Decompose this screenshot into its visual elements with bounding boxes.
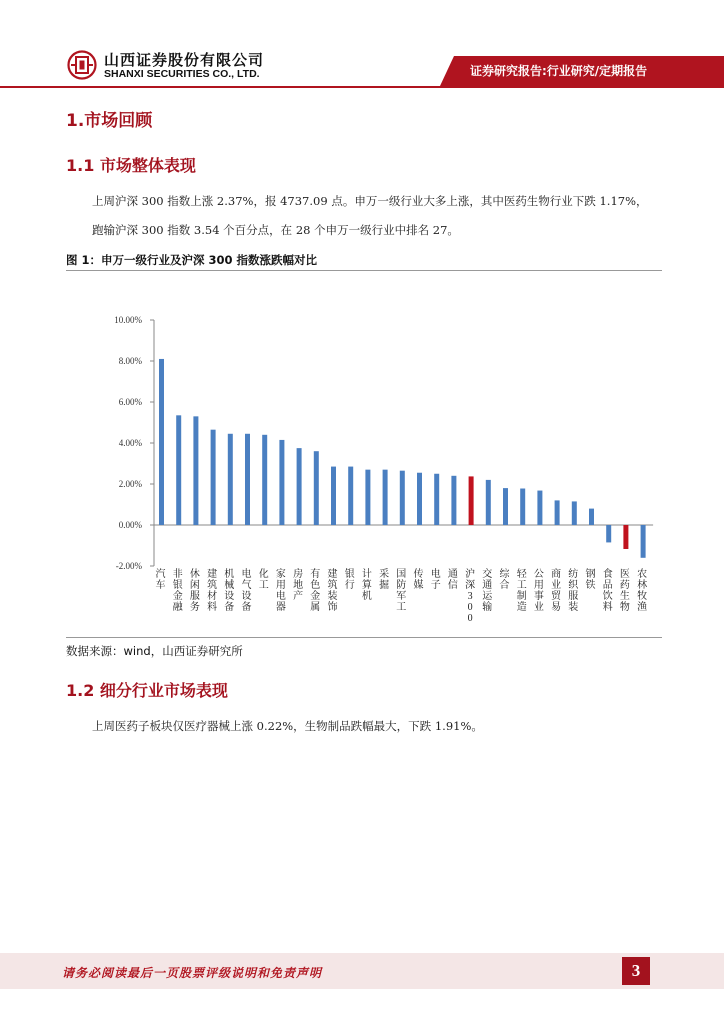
y-tick-label: 8.00% <box>118 356 142 366</box>
x-tick-label: 沪深 3 0 0 <box>465 569 476 624</box>
x-tick-label: 电子 <box>430 569 441 591</box>
bar <box>383 470 388 525</box>
bar <box>279 440 284 525</box>
x-tick-label: 医药生物 <box>619 569 630 613</box>
x-tick-label: 交通运输 <box>482 569 493 613</box>
x-tick-label: 商业贸易 <box>551 569 562 613</box>
bar <box>400 471 405 525</box>
bar <box>297 448 302 525</box>
x-tick-label: 银行 <box>344 569 355 591</box>
y-tick-label: 4.00% <box>118 438 142 448</box>
report-type-label: 证券研究报告:行业研究/定期报告 <box>470 64 648 78</box>
bar <box>417 473 422 525</box>
x-tick-label: 传媒 <box>413 569 424 591</box>
bar <box>211 430 216 525</box>
x-tick-label: 通信 <box>447 569 458 591</box>
paragraph-line: 上周沪深 300 指数上涨 2.37%，报 4737.09 点。申万一级行业大多上涨，其中医药生物行业下跌 1.17%， <box>92 194 648 208</box>
x-tick-label: 食品饮料 <box>602 569 613 613</box>
x-tick-label: 采掘 <box>379 569 390 591</box>
bar <box>606 525 611 542</box>
paragraph-line: 上周医药子板块仅医疗器械上涨 0.22%，生物制品跌幅最大，下跌 1.91%。 <box>92 719 483 733</box>
bar <box>262 435 267 525</box>
bar <box>537 491 542 525</box>
figure-bottom-divider <box>66 637 662 638</box>
x-tick-label: 有色金属 <box>310 569 321 613</box>
x-tick-label: 计算机 <box>361 569 372 602</box>
y-tick-label: -2.00% <box>115 561 142 571</box>
figure-top-divider <box>66 270 662 271</box>
bar <box>589 509 594 525</box>
bar <box>176 415 181 525</box>
data-source-note: 数据来源：wind，山西证券研究所 <box>66 644 243 658</box>
company-logo-icon <box>67 50 97 80</box>
header-divider <box>0 86 724 88</box>
x-tick-label: 纺织服装 <box>568 569 579 613</box>
bar <box>486 480 491 525</box>
bar <box>348 467 353 525</box>
bar <box>314 451 319 525</box>
paragraph-line: 跑输沪深 300 指数 3.54 个百分点，在 28 个申万一级行业中排名 27。 <box>92 223 459 237</box>
bar <box>193 416 198 525</box>
bar <box>365 470 370 525</box>
bar <box>623 525 628 549</box>
x-tick-label: 化工 <box>258 569 269 591</box>
y-tick-label: 6.00% <box>118 397 142 407</box>
x-tick-label: 家用电器 <box>275 569 286 613</box>
x-tick-label: 休闲服务 <box>189 569 200 613</box>
company-name-cn: 山西证券股份有限公司 <box>104 51 265 69</box>
disclaimer-link[interactable]: 请务必阅读最后一页股票评级说明和免责声明 <box>62 966 323 980</box>
x-tick-label: 农林牧渔 <box>637 569 648 613</box>
industry-returns-bar-chart <box>66 272 662 636</box>
y-tick-label: 2.00% <box>118 479 142 489</box>
figure-title: 图 1：申万一级行业及沪深 300 指数涨跌幅对比 <box>66 253 318 267</box>
x-tick-label: 钢铁 <box>585 569 596 591</box>
x-tick-label: 建筑材料 <box>207 569 218 613</box>
x-tick-label: 房地产 <box>293 569 304 602</box>
y-tick-label: 0.00% <box>118 520 142 530</box>
subsection-title-market-overview: 1.1 市场整体表现 <box>66 156 196 175</box>
bar <box>520 489 525 525</box>
bar <box>469 476 474 525</box>
x-tick-label: 机械设备 <box>224 569 235 613</box>
bar <box>245 434 250 525</box>
y-tick-label: 10.00% <box>114 315 142 325</box>
bar <box>503 488 508 525</box>
bar <box>572 501 577 525</box>
bar <box>555 500 560 525</box>
bar <box>331 467 336 525</box>
x-tick-label: 综合 <box>499 569 510 591</box>
subsection-title-sub-industry: 1.2 细分行业市场表现 <box>66 681 228 700</box>
section-title: 1.市场回顾 <box>66 111 153 131</box>
bar <box>228 434 233 525</box>
company-name-en: SHANXI SECURITIES CO., LTD. <box>104 68 260 80</box>
bar <box>159 359 164 525</box>
x-tick-label: 电气设备 <box>241 569 252 613</box>
x-tick-label: 轻工制造 <box>516 569 527 613</box>
x-tick-label: 国防军工 <box>396 569 407 613</box>
bar <box>451 476 456 525</box>
x-tick-label: 建筑装饰 <box>327 569 338 613</box>
bar <box>641 525 646 558</box>
x-tick-label: 公用事业 <box>533 569 544 613</box>
x-tick-label: 汽车 <box>155 569 166 591</box>
page-number: 3 <box>622 957 650 985</box>
bar <box>434 474 439 525</box>
x-tick-label: 非银金融 <box>172 569 183 613</box>
